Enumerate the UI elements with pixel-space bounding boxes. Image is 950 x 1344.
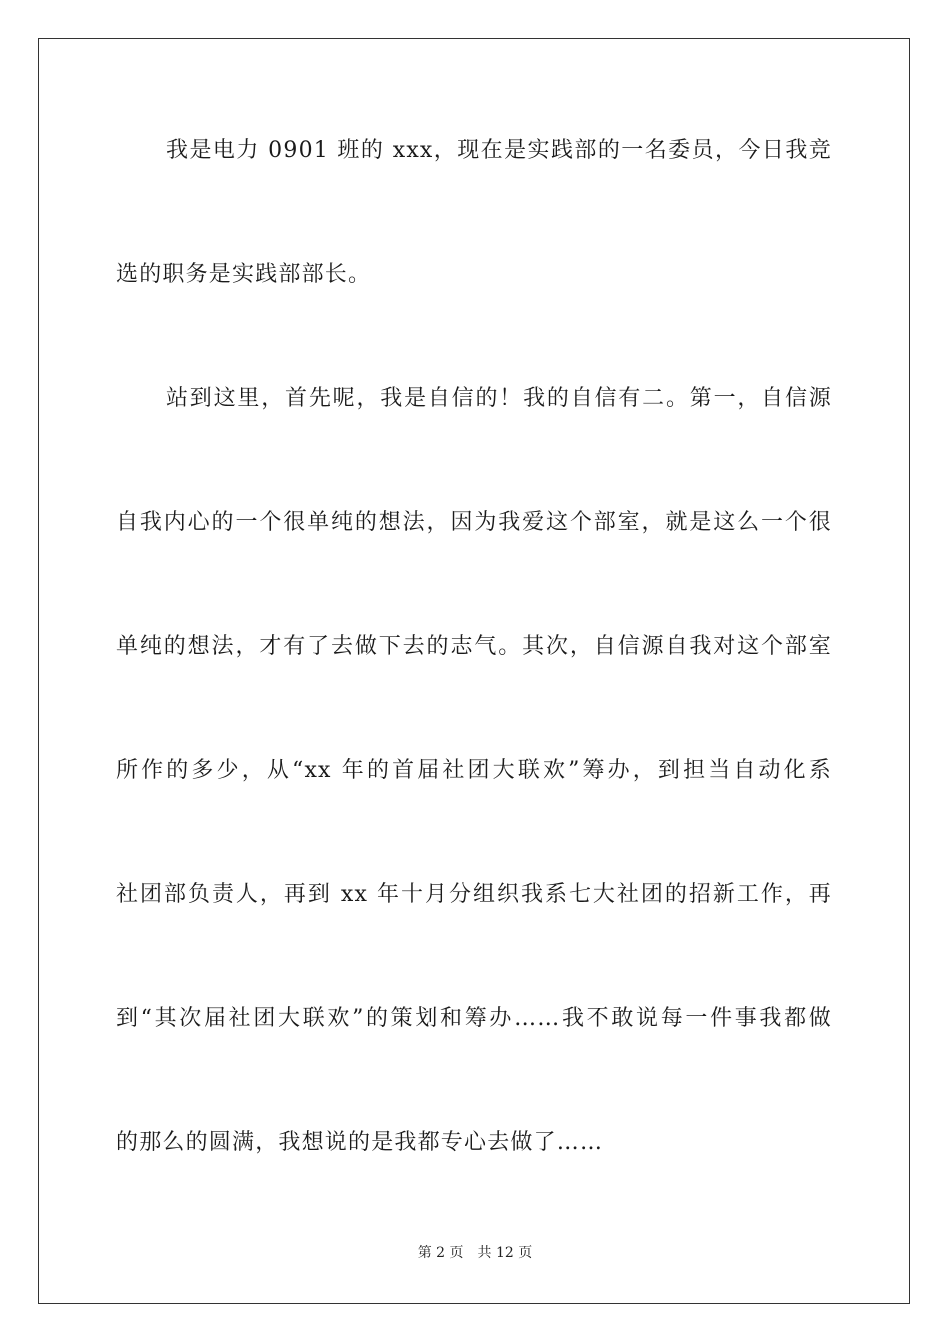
paragraph-2-line-5: 社团部负责人，再到 xx 年十月分组织我系七大社团的招新工作，再	[116, 882, 832, 907]
paragraph-2-line-4: 所作的多少，从“xx 年的首届社团大联欢”筹办，到担当自动化系	[116, 758, 832, 783]
paragraph-2-line-7: 的那么的圆满，我想说的是我都专心去做了……	[116, 1130, 604, 1155]
paragraph-2-line-3: 单纯的想法，才有了去做下去的志气。其次，自信源自我对这个部室	[116, 634, 832, 659]
paragraph-1-line-1: 我是电力 0901 班的 xxx，现在是实践部的一名委员，今日我竞	[166, 138, 832, 163]
paragraph-2-line-6: 到“其次届社团大联欢”的策划和筹办……我不敢说每一件事我都做	[116, 1006, 832, 1031]
page-footer	[0, 1244, 950, 1262]
paragraph-1-line-2: 选的职务是实践部部长。	[116, 262, 372, 287]
page-total: 共 12 页	[477, 1245, 533, 1261]
paragraph-2-line-2: 自我内心的一个很单纯的想法，因为我爱这个部室，就是这么一个很	[116, 510, 832, 535]
paragraph-2-line-1: 站到这里，首先呢，我是自信的！我的自信有二。第一，自信源	[166, 386, 832, 411]
page-border	[38, 38, 910, 1304]
page-number: 第 2 页	[417, 1245, 464, 1261]
